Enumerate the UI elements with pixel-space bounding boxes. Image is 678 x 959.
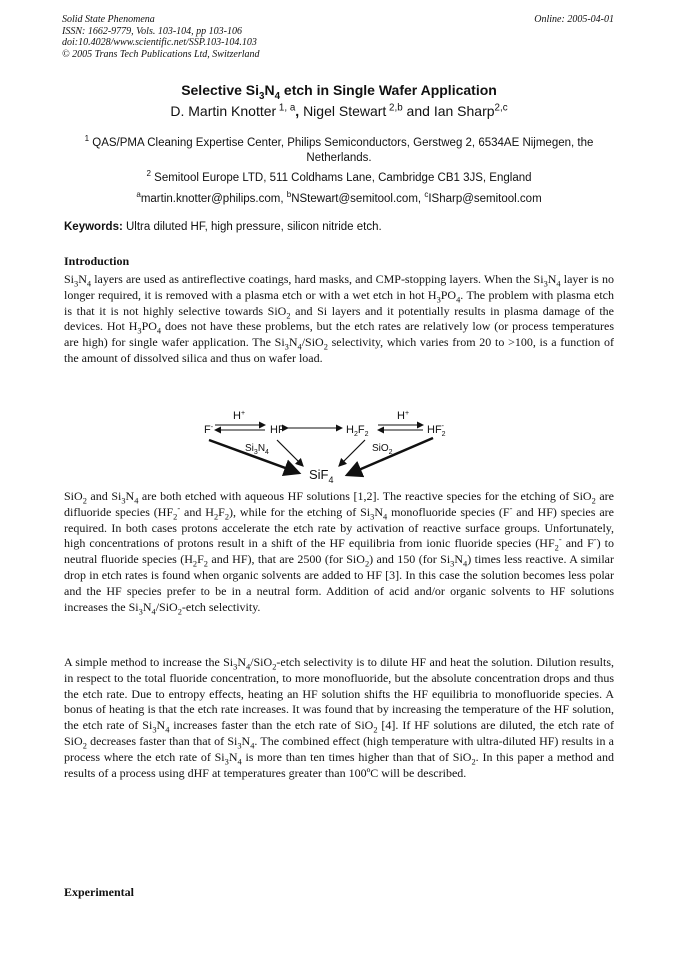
keywords: Keywords: Ultra diluted HF, high pressure, silicon nitride etch. [64,221,382,233]
journal-name: Solid State Phenomena [62,14,155,25]
intro-paragraph-3: A simple method to increase the $Si_3N_4/SiO_2$-etch selectivity is to dilute HF and heat the solution. Dilution results, in respect to the total fluoride concentration, to more monofluoride, but the absolute concentration drops and thus the etch rate. Due to entropy effects, heating an HF solution shifts the HF equilibria to monofluoride species. A bonus of heating is that the etch rate increases. It was found that by increasing the temperature of the HF solution, the etch rate of $Si_3N_4$ increases faster than the etch rate of SiO$_2$ [4]. If HF solutions are diluted, the etch rate of SiO$_2$ decreases faster than that of $Si_3N_4$. The combined effect (high temperature with ultra-diluted HF) results in a process where the etch rate of $Si_3N_4$ is more than ten times higher than that of SiO$_2$. In this paper a method and results of a process using dHF at temperatures greater than 100ºC will be described. [64,655,615,780]
scheme-h2f2: $H_2F_2$ [346,424,369,438]
scheme-hf: HF [270,424,285,436]
author-emails: $^a$martin.knotter@philips.com, $^b$NStewart@semitool.com, $^c$ISharp@semitool.com [136,190,542,205]
scheme-h-plus-right: H+ [397,410,410,422]
online-date: Online: 2005-04-01 [534,14,614,25]
affiliation-2: $^2$ Semitool Europe LTD, 511 Coldhams Lane, Cambridge CB1 3JS, England [146,169,532,184]
issn-line: ISSN: 1662-9779, Vols. 103-104, pp 103-106 [62,25,242,37]
author-knotter: D. Martin Knotter [170,103,277,119]
intro-paragraph-1: $Si_3N_4$ layers are used as antireflective coatings, hard masks, and CMP-stopping layers. When the $Si_3N_4$ layer is no longer required, it is removed with a plasma etch or with a wet etch in hot $H_3PO_4$. The problem with plasma etch is that it is not highly selective towards SiO$_2$ and Si layers and it potentially results in plasma damage of the devices. Hot $H_3PO_4$ does not have these problems, but the etch rates are relatively low (or process temperatures are high) for single wafer application. The $Si_3N_4/SiO_2$ selectivity, which varies from 20 to >100, is a function of the amount of dissolved silica and thus on wafer load. [64,272,614,365]
hf-equilibria-scheme [195,400,465,486]
experimental-heading: Experimental [64,885,134,899]
scheme-sio2-label: SiO$_2$ [372,443,393,456]
copyright-line: © 2005 Trans Tech Publications Ltd, Switzerland [62,48,260,60]
scheme-fluoride: F- [204,424,214,436]
paper-title: Selective $Si_3N_4$ etch in Single Wafer Application [181,82,497,102]
author-list: D. Martin Knotter $^{1, a}$, Nigel Stewart $^{2,b}$ and Ian Sharp$^{2,c}$ [170,102,508,119]
intro-paragraph-2: SiO$_2$ and $Si_3N_4$ are both etched with aqueous HF solutions [1,2]. The reactive species for the etching of SiO$_2$ are difluoride species ($HF_2^-$ and $H_2F_2$), while for the etching of $Si_3N_4$ monofluoride species (F- and HF) species are required. In both cases protons accelerate the etch rate by activation of reactive surface groups. Unfortunately, high concentrations of protons result in a shift of the HF equilibria from ionic fluoride species ($HF_2^-$ and F-) to neutral fluoride species ($H_2F_2$ and HF), that are 2500 (for SiO$_2$) and 150 (for $Si_3N_4$) times less reactive. A similar drop in etch rates is found when organic solvents are added to HF [3]. In this case the solution becomes less polar and the HF species prefer to be in a neutral form. Addition of acid and/or organic solvents to HF solutions increases the $Si_3N_4/SiO_2$-etch selectivity. [64,489,615,616]
author-stewart: Nigel Stewart [303,103,387,119]
doi-line: doi:10.4028/www.scientific.net/SSP.103-104.103 [62,37,257,48]
scheme-arrow-hf2-to-sif4 [347,438,433,475]
scheme-si3n4-label: $Si_3N_4$ [245,443,269,456]
journal-header [62,14,260,60]
author-sharp: Ian Sharp [433,103,495,119]
scheme-arrow-f-to-sif4 [209,440,299,473]
scheme-hf2: $HF_2-$ [427,423,446,438]
scheme-h-plus-left: H+ [233,410,246,422]
affiliation-1: $^1$ QAS/PMA Cleaning Expertise Center, Philips Semiconductors, Gerstweg 2, 6534AE Nijmegen, the Netherlands. [84,134,594,164]
introduction-heading: Introduction [64,254,130,268]
scheme-arrow-hf-to-sif4 [277,440,303,466]
scheme-arrow-h2f2-to-sif4 [339,440,365,466]
scheme-sif4: SiF$_4$ [309,467,334,485]
